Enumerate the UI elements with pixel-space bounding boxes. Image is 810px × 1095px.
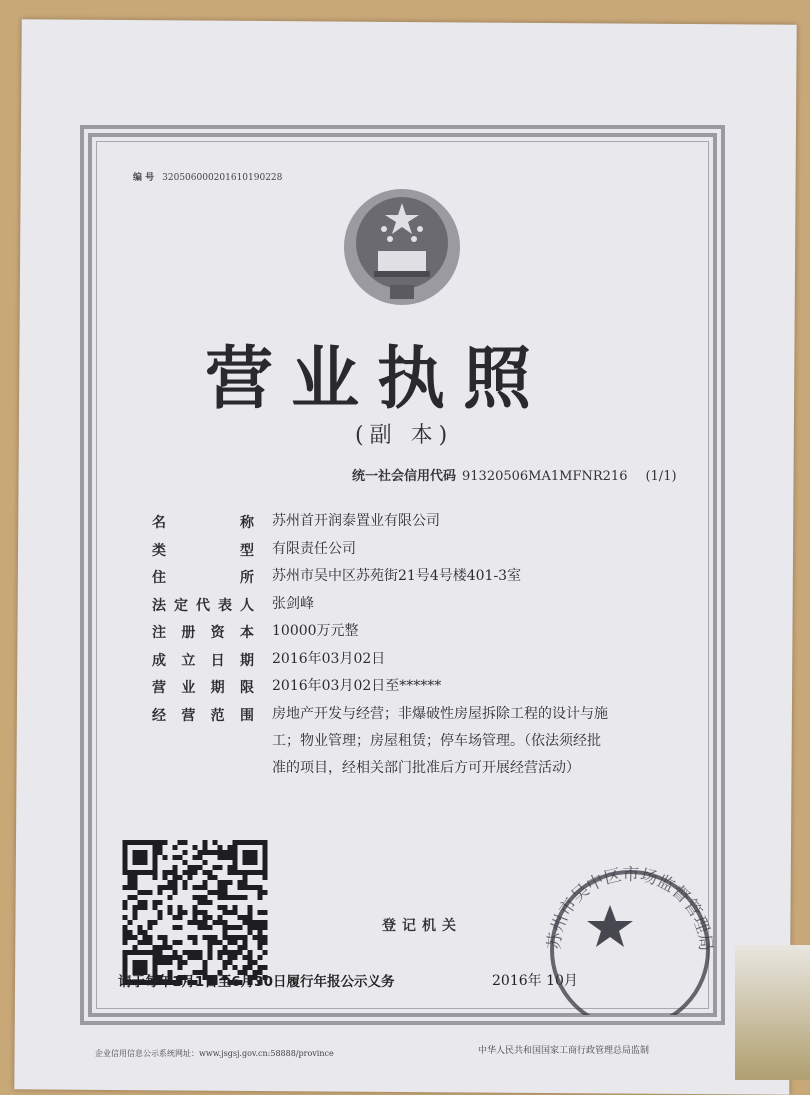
field-label: 经营范围 [152,707,254,724]
field-value: 2016年03月02日 [272,650,386,667]
credit-code-value: 91320506MA1MFNR216 [462,469,628,484]
national-emblem-icon [340,185,464,309]
official-seal-icon [530,845,730,1015]
footer-issuer: 中华人民共和国国家工商行政管理总局监制 [478,1046,650,1056]
annual-report-notice: 请于每年1月1日至6月30日履行年报公示义务 [118,974,395,990]
issue-date: 2016年 10月 [492,973,578,989]
field-value: 苏州首开润泰置业有限公司 [272,513,440,529]
background-object [735,945,810,1080]
field-value: 苏州市吴中区苏苑街21号4号楼401-3室 [272,568,522,584]
field-label: 成立日期 [152,652,254,669]
seal-text: 苏州市吴中区市场监督管理局 [544,864,716,953]
field-label: 法定代表人 [152,597,254,614]
field-label: 名称 [152,515,254,531]
field-value: 10000万元整 [272,623,359,639]
field-label: 注册资本 [152,625,254,641]
field-row-legal-rep [152,597,622,625]
document-subtitle: (副 本) [355,423,454,448]
field-label: 类型 [152,542,254,559]
credit-code-label: 统一社会信用代码 [352,469,457,484]
field-value: 有限责任公司 [272,540,356,557]
svg-text:苏州市吴中区市场监督管理局 [545,865,716,952]
field-value: 张剑峰 [272,595,314,612]
field-row-capital [152,624,622,652]
page-indicator: (1/1) [645,469,677,484]
field-row-name [152,514,622,542]
field-label: 营业期限 [152,680,254,696]
serial-label: 编 号 [133,173,155,183]
document-title: 营业执照 [205,340,550,419]
field-label: 住所 [152,570,254,586]
serial-number [133,170,282,183]
footer-website: 企业信用信息公示系统网址：www.jsgsj.gov.cn:58888/province [95,1049,334,1058]
field-row-scope [152,707,622,782]
field-value: 房地产开发与经营；非爆破性房屋拆除工程的设计与施工；物业管理；房屋租赁；停车场管理。（依法须经批准的项目，经相关部门批准后方可开展经营活动） [272,705,608,776]
license-fields [152,514,622,782]
qr-code-icon[interactable] [120,840,270,985]
credit-code [352,465,677,484]
serial-value: 320506000201610190228 [162,173,283,183]
field-row-address [152,569,622,597]
registration-authority: 登记机关 [382,918,462,934]
field-value: 2016年03月02日至****** [272,678,442,694]
